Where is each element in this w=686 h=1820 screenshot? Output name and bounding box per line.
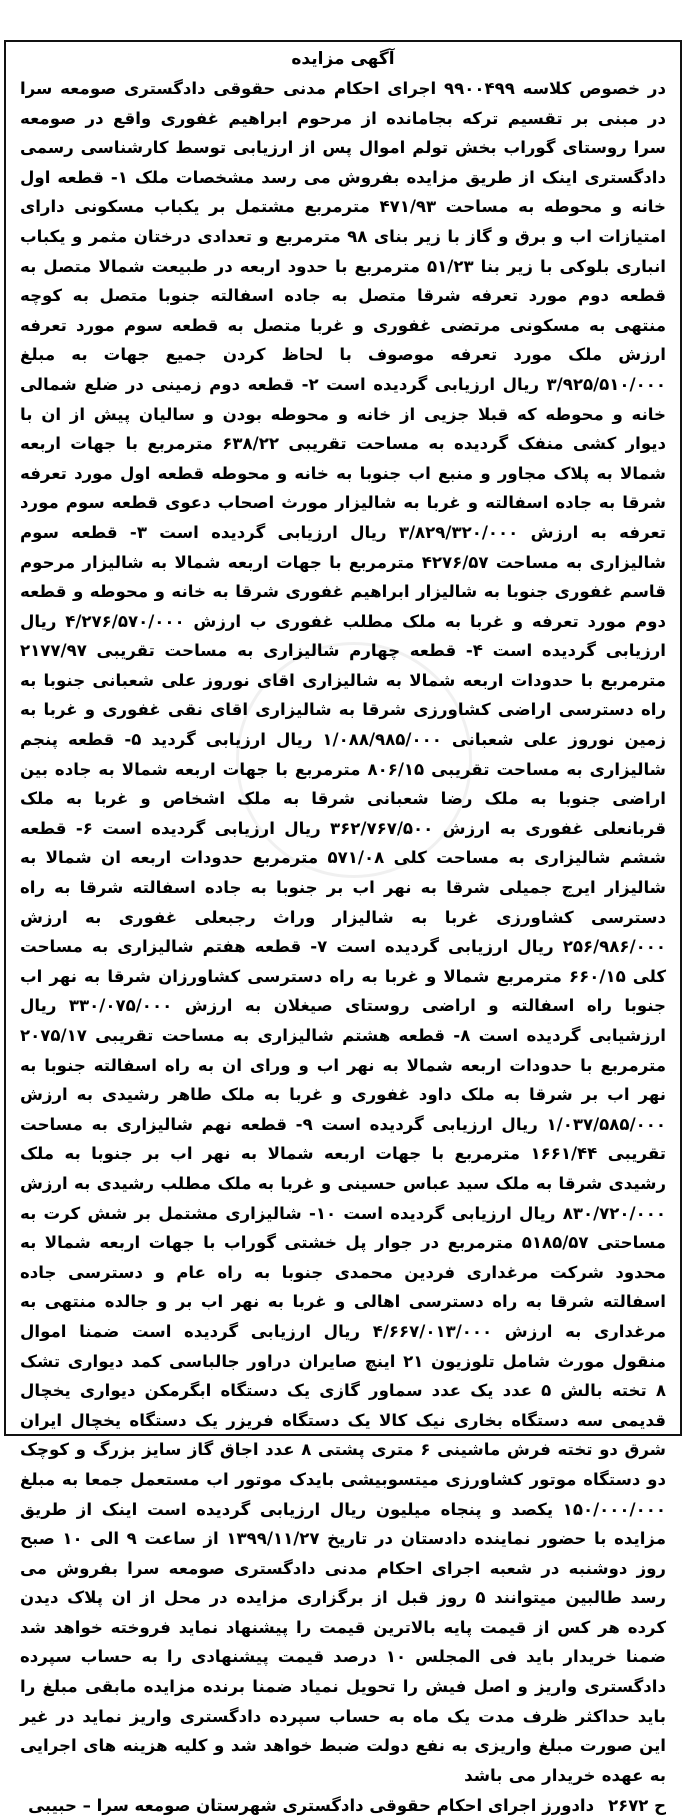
notice-footer	[20, 1792, 666, 1820]
reference-code: ح ۲۶۷۲	[608, 1796, 666, 1816]
auction-notice	[4, 40, 682, 1816]
signature-line: دادورز اجرای احکام حقوقی دادگستری شهرستان صومعه سرا – حبیبی	[28, 1796, 595, 1816]
notice-body: در خصوص کلاسه ۹۹۰۰۴۹۹ اجرای احکام مدنی حقوقی دادگستری صومعه سرا در مبنی بر تقسیم ترکه بجامانده از مرحوم ابراهیم غفوری واقع در صومعه سرا روستای گوراب بخش تولم اموال پس از ارزیابی توسط کارشناسی رسمی دادگستری اینک از طریق مزایده بفروش می رسد مشخصات ملک ۱- قطعه اول خانه و محوطه به مساحت ۴۷۱/۹۳ مترمربع مشتمل بر یکباب مسکونی دارای امتیازات اب و برق و گاز با زیر بنای ۹۸ مترمربع و تعدادی درختان مثمر و یکباب انباری بلوکی با زیر بنا ۵۱/۲۳ مترمربع با حدود اربعه در طبیعت شمالا متصل به قطعه دوم مورد تعرفه شرقا متصل به جاده اسفالته جنوبا متصل به کوچه منتهی به مسکونی مرتضی غفوری و غربا متصل به قطعه سوم مورد تعرفه ارزش ملک مورد تعرفه موصوف با لحاظ کردن جمیع جهات به مبلغ ۳/۹۲۵/۵۱۰/۰۰۰ ریال ارزیابی گردیده است ۲- قطعه دوم زمینی در ضلع شمالی خانه و محوطه که قبلا جزیی از خانه و محوطه بودن و سالیان پیش از ان با دیوار کشی منفک گردیده به مساحت تقریبی ۶۳۸/۲۲ مترمربع با جهات اربعه شمالا به پلاک مجاور و منبع اب جنوبا به خانه و محوطه قطعه اول مورد تعرفه شرقا به جاده اسفالته و غربا به شالیزار مورث اصحاب دعوی قطعه سوم مورد تعرفه به ارزش ۳/۸۲۹/۳۲۰/۰۰۰ ریال ارزیابی گردیده است ۳- قطعه سوم شالیزاری به مساحت ۴۲۷۶/۵۷ مترمربع با جهات اربعه شمالا به شالیزار مرحوم قاسم غفوری جنوبا به شالیزار ابراهیم غفوری شرقا به خانه و محوطه و قطعه دوم مورد تعرفه و غربا به ملک مطلب غفوری ب ارزش ۴/۲۷۶/۵۷۰/۰۰۰ ریال ارزیابی گردیده است ۴- قطعه چهارم شالیزاری به مساحت تقریبی ۲۱۷۷/۹۷ مترمربع با حدودات اربعه شمالا به شالیزاری اقای نوروز علی شعبانی جنوبا به راه دسترسی اراضی کشاورزی شرقا به شالیزاری اقای نقی غفوری و غربا به زمین نوروز علی شعبانی ۱/۰۸۸/۹۸۵/۰۰۰ ریال ارزیابی گردید ۵- قطعه پنجم شالیزاری به مساحت تقریبی ۸۰۶/۱۵ مترمربع با جهات اربعه شمالا به جاده بین اراضی جنوبا به ملک رضا شعبانی شرقا به ملک اشخاص و غربا به ملک قربانعلی غفوری به ارزش ۳۶۲/۷۶۷/۵۰۰ ریال ارزیابی گردیده است ۶- قطعه ششم شالیزاری به مساحت کلی ۵۷۱/۰۸ مترمربع حدودات اربعه ان شمالا به شالیزار ایرج جمیلی شرقا به نهر اب بر جنوبا به جاده اسفالته شرقا به راه دسترسی کشاورزی غربا به شالیزار وراث رجبعلی غفوری به ارزش ۲۵۶/۹۸۶/۰۰۰ ریال ارزیابی گردیده است ۷- قطعه هفتم شالیزاری به مساحت کلی ۶۶۰/۱۵ مترمربع شمالا و غربا به راه دسترسی کشاورزان شرقا به نهر اب جنوبا راه اسفالته و اراضی روستای صیغلان به ارزش ۳۳۰/۰۷۵/۰۰۰ ریال ارزشیابی گردیده است ۸- قطعه هشتم شالیزاری به مساحت تقریبی ۲۰۷۵/۱۷ مترمربع با حدودات اربعه شمالا به نهر اب و ورای ان به راه اسفالته جنوبا به نهر اب بر شرقا به ملک داود غفوری و غربا به ملک طاهر رشیدی به ارزش ۱/۰۳۷/۵۸۵/۰۰۰ ریال ارزیابی گردیده است ۹- قطعه نهم شالیزاری به مساحت تقریبی ۱۶۶۱/۴۴ مترمربع با جهات اربعه شمالا به نهر اب بر جنوبا به ملک رشیدی شرقا به ملک سید عباس حسینی و غربا به ملک مطلب رشیدی به ارزش ۸۳۰/۷۲۰/۰۰۰ ریال ارزیابی گردیده است ۱۰- شالیزاری مشتمل بر شش کرت به مساحتی ۵۱۸۵/۵۷ مترمربع در جوار پل خشتی گوراب با جهات اربعه شمالا به محدود شرکت مرغداری فردین محمدی جنوبا به راه عام و دسترسی جاده اسفالته شرقا به راه دسترسی اهالی و غربا به نهر اب بر و جالده منتهی به مرغداری به ارزش ۴/۶۶۷/۰۱۳/۰۰۰ ریال ارزیابی گردیده است ضمنا اموال منقول مورث شامل تلوزیون ۲۱ اینچ صایران دراور جالباسی کمد دیواری تشک ۸ تخته بالش ۵ عدد یک عدد سماور گازی یک دستگاه ابگرمکن دیواری یخچال قدیمی سه دستگاه بخاری نیک کالا یک دستگاه فریزر یک دستگاه یخچال ایران شرق دو تخته فرش ماشینی ۶ متری پشتی ۸ عدد اجاق گاز سایز بزرگ و کوچک دو دستگاه موتور کشاورزی میتسوبیشی بایدک موتور اب مستعمل جمعا به مبلغ ۱۵۰/۰۰۰/۰۰۰ یکصد و پنجاه میلیون ریال ارزیابی گردیده است اینک از طریق مزایده با حضور نماینده دادستان در تاریخ ۱۳۹۹/۱۱/۲۷ از ساعت ۹ الی ۱۰ صبح روز دوشنبه در شعبه اجرای احکام مدنی دادگستری صومعه سرا بفروش می رسد طالبین میتوانند ۵ روز قبل از برگزاری مزایده در محل از ان پلاک دیدن کرده هر کس از قیمت پایه بالاترین قیمت را پیشنهاد نماید فروخته خواهد شد ضمنا خریدار باید فی المجلس ۱۰ درصد قیمت پیشنهادی را به حساب سپرده دادگستری واریز و اصل فیش را تحویل نمیاد ضمنا برنده مزایده مابقی مبلغ را باید حداکثر ظرف مدت یک ماه به حساب سپرده دادگستری واریز نماید در غیر این صورت مبلغ واریزی به نفع دولت ضبط خواهد شد و کلیه هزینه های اجرایی به عهده خریدار می باشد	[20, 79, 667, 1785]
notice-title: آگهی مزایده	[291, 49, 395, 69]
